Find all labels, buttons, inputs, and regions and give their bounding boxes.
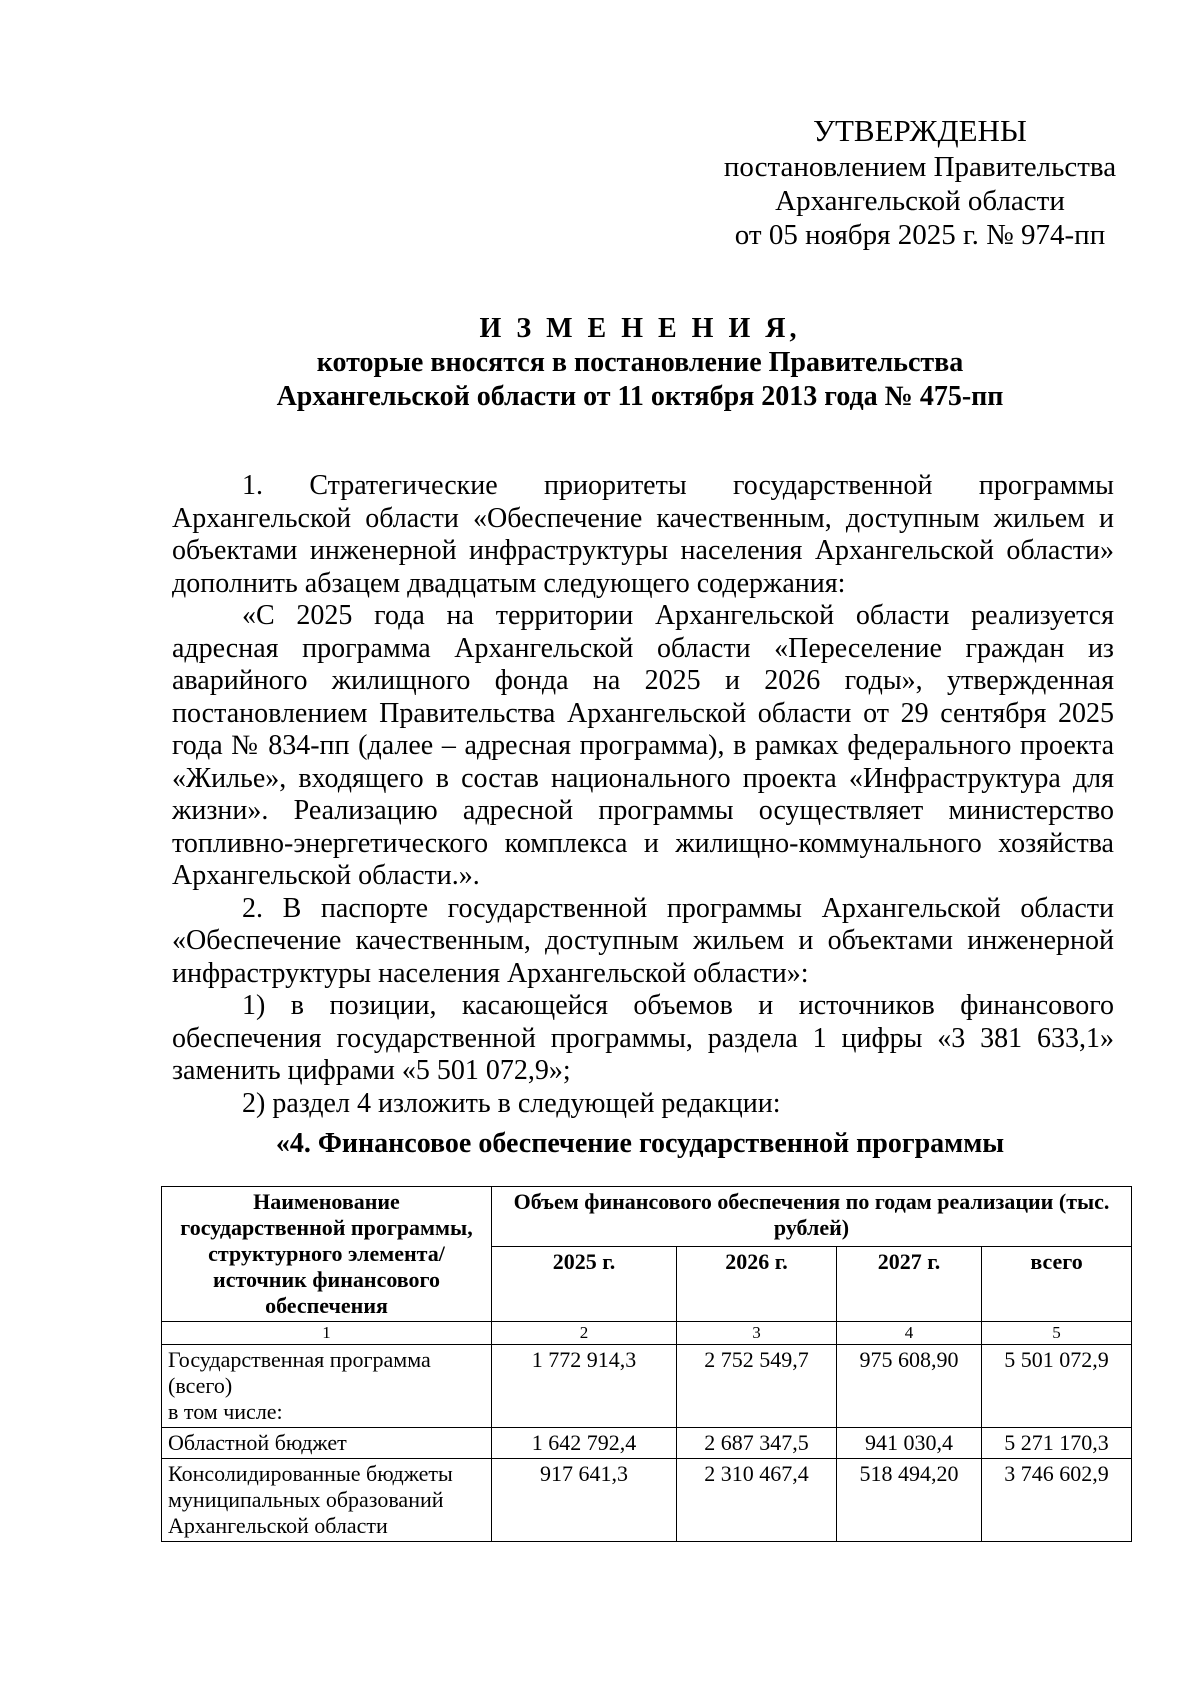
paragraph: 2. В паспорте государственной программы Архангельской области «Обеспечение качественным, доступным жильем и объектами инженерной инфраструктуры населения Архангельской области»: — [172, 892, 1114, 989]
table-header-row — [162, 1187, 1132, 1247]
table-row — [162, 1459, 1132, 1542]
row-value: 941 030,4 — [837, 1428, 982, 1459]
row-value: 5 271 170,3 — [982, 1428, 1132, 1459]
column-number: 5 — [982, 1322, 1132, 1345]
column-number: 1 — [162, 1322, 492, 1345]
year-cell: 2027 г. — [837, 1247, 982, 1322]
approval-line: Архангельской области — [775, 185, 1065, 217]
row-value: 2 687 347,5 — [677, 1428, 837, 1459]
approval-heading: УТВЕРЖДЕНЫ — [813, 113, 1027, 148]
title-line: И З М Е Н Е Н И Я, — [479, 313, 801, 344]
row-value: 1 772 914,3 — [492, 1345, 677, 1428]
year-cell: всего — [982, 1247, 1132, 1322]
column-numbers-row — [162, 1322, 1132, 1345]
year-cell: 2025 г. — [492, 1247, 677, 1322]
approval-date: от 05 ноября 2025 г. № 974-пп — [734, 219, 1106, 251]
row-name: Консолидированные бюджеты муниципальных образований Архангельской области — [162, 1459, 492, 1542]
row-value: 1 642 792,4 — [492, 1428, 677, 1459]
financing-table — [161, 1186, 1132, 1542]
header-volume-cell: Объем финансового обеспечения по годам реализации (тыс. рублей) — [492, 1187, 1132, 1247]
table-row — [162, 1428, 1132, 1459]
row-value: 518 494,20 — [837, 1459, 982, 1542]
table-row — [162, 1345, 1132, 1428]
row-value: 917 641,3 — [492, 1459, 677, 1542]
paragraph: 1) в позиции, касающейся объемов и источников финансового обеспечения государственной программы, раздела 1 цифры «3 381 633,1» заменить цифрами «5 501 072,9»; — [172, 990, 1114, 1086]
paragraph: «С 2025 года на территории Архангельской области реализуется адресная программа Архангельской области «Переселение граждан из аварийного жилищного фонда на 2025 и 2026 годы», утвержденная постановлением Правительства Архангельской области от 29 сентября 2025 года № 834-пп (далее – адресная программа), в рамках федерального проекта «Жилье», входящего в состав национального проекта «Инфраструктура для жизни». Реализацию адресной программы осуществляет министерство топливно-энергетического комплекса и жилищно-коммунального хозяйства Архангельской области.». — [172, 600, 1114, 891]
row-name: Областной бюджет — [162, 1428, 492, 1459]
paragraph: 1. Стратегические приоритеты государственной программы Архангельской области «Обеспечение качественным, доступным жильем и объектами инженерной инфраструктуры населения Архангельской области» дополнить абзацем двадцатым следующего содержания: — [172, 470, 1114, 599]
column-number: 4 — [837, 1322, 982, 1345]
row-name: Государственная программа (всего) в том числе: — [162, 1345, 492, 1428]
row-value: 975 608,90 — [837, 1345, 982, 1428]
paragraph: 2) раздел 4 изложить в следующей редакции: — [242, 1087, 781, 1119]
title-line: которые вносятся в постановление Правительства — [316, 347, 964, 378]
row-value: 5 501 072,9 — [982, 1345, 1132, 1428]
row-value: 3 746 602,9 — [982, 1459, 1132, 1542]
year-cell: 2026 г. — [677, 1247, 837, 1322]
document-body — [172, 470, 1114, 1120]
approval-line: постановлением Правительства — [723, 151, 1117, 183]
document-title — [170, 312, 1110, 414]
header-name-cell: Наименование государственной программы, структурного элемента/источник финансового обеспечения — [162, 1187, 492, 1322]
title-line: Архангельской области от 11 октября 2013 года № 475-пп — [276, 381, 1004, 412]
column-number: 3 — [677, 1322, 837, 1345]
column-number: 2 — [492, 1322, 677, 1345]
section-heading: «4. Финансовое обеспечение государственной программы — [275, 1128, 1005, 1159]
approval-stamp — [720, 112, 1120, 252]
row-value: 2 310 467,4 — [677, 1459, 837, 1542]
row-value: 2 752 549,7 — [677, 1345, 837, 1428]
